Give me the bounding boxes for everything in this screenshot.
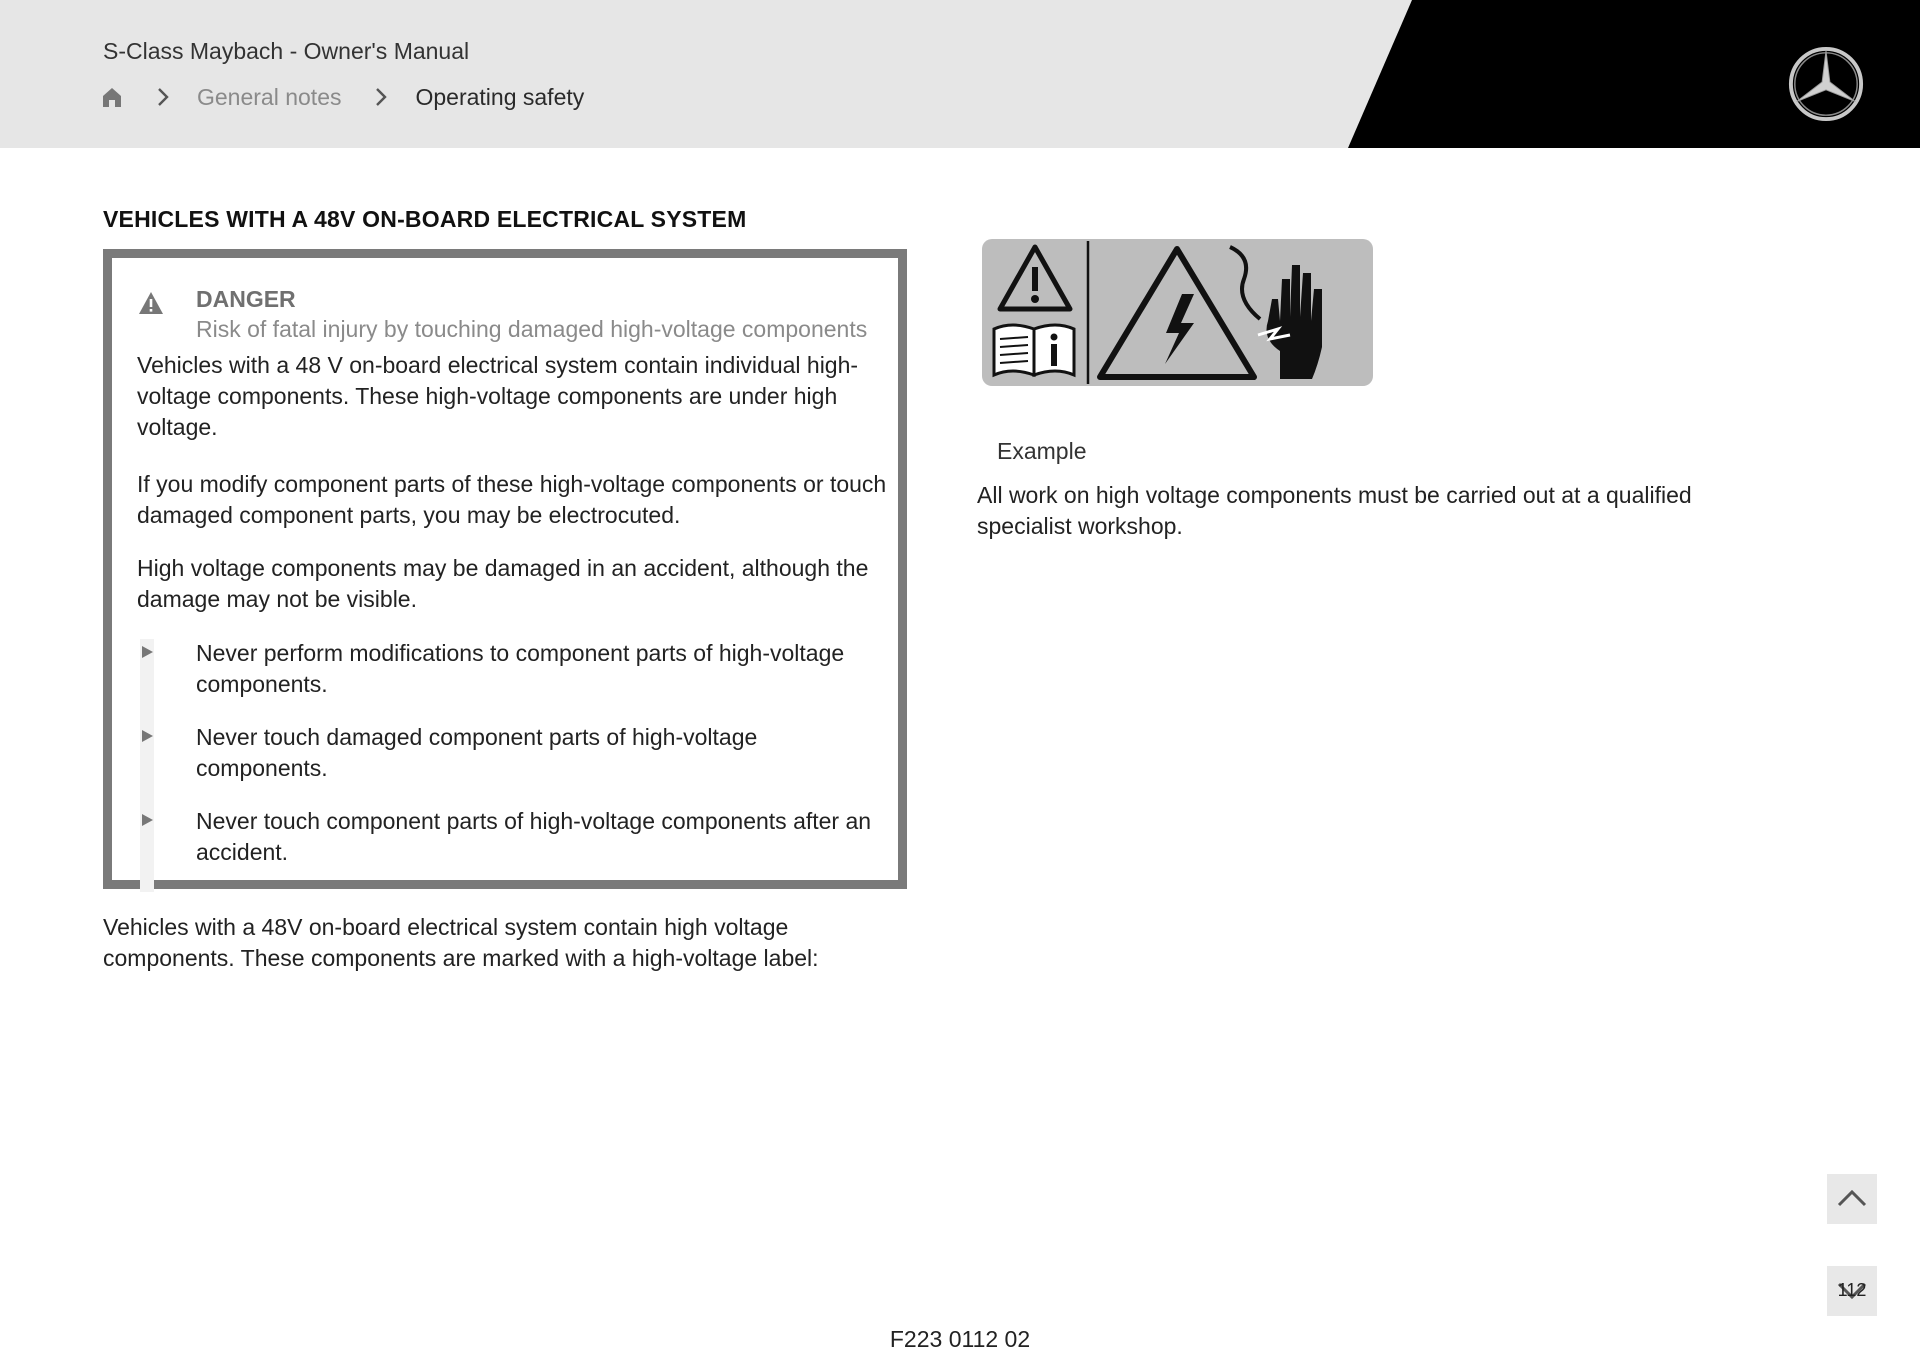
body-paragraph: All work on high voltage components must be carried out at a qualified specialist workshop. [977,482,1692,539]
figure-caption: Example [997,438,1087,464]
danger-paragraph: If you modify component parts of these high-voltage components or touch damaged component parts, you may be electrocuted. [137,471,887,528]
manual-info-icon [994,325,1074,375]
chevron-right-icon [155,86,171,108]
bullet-bar [140,807,154,892]
document-code: F223 0112 02 [889,1326,1031,1352]
scroll-down-button[interactable] [1827,1266,1877,1316]
danger-paragraph: Vehicles with a 48 V on-board electrical system contain individual high-voltage components. These high-voltage components are under high voltage. [137,352,859,440]
bullet-text: Never touch component parts of high-voltage components after an accident. [196,808,872,865]
chevron-up-icon [1827,1174,1877,1224]
breadcrumb [101,80,584,114]
scroll-up-button[interactable] [1827,1174,1877,1224]
play-arrow-icon [140,813,154,827]
breadcrumb-current: Operating safety [415,83,585,110]
page-number: 112 [1837,1280,1867,1300]
play-arrow-icon [140,645,154,659]
body-paragraph: Vehicles with a 48V on-board electrical system contain high voltage components. These components are marked with a high-voltage label: [103,914,819,971]
home-icon[interactable] [101,86,123,108]
header-bar [0,0,1920,148]
danger-paragraph: High voltage components may be damaged in an accident, although the damage may not be visible. [137,555,869,612]
bullet-bar [140,639,154,724]
danger-title: DANGER [196,286,296,312]
bullet-text: Never perform modifications to component parts of high-voltage components. [196,640,845,697]
manual-title: S-Class Maybach - Owner's Manual [103,38,470,64]
chevron-right-icon [373,86,389,108]
bullet-bar [140,723,154,808]
play-arrow-icon [140,729,154,743]
header-black-panel [0,0,1920,148]
breadcrumb-link-general-notes[interactable]: General notes [197,83,342,110]
section-title: VEHICLES WITH A 48V ON-BOARD ELECTRICAL SYSTEM [103,206,747,232]
danger-box [103,249,907,889]
high-voltage-label-figure [982,239,1373,386]
bullet-text: Never touch damaged component parts of high-voltage components. [196,724,758,781]
mercedes-star-logo [1787,45,1865,123]
warning-triangle-icon [138,291,164,315]
danger-subtitle: Risk of fatal injury by touching damaged high-voltage components [196,316,868,342]
